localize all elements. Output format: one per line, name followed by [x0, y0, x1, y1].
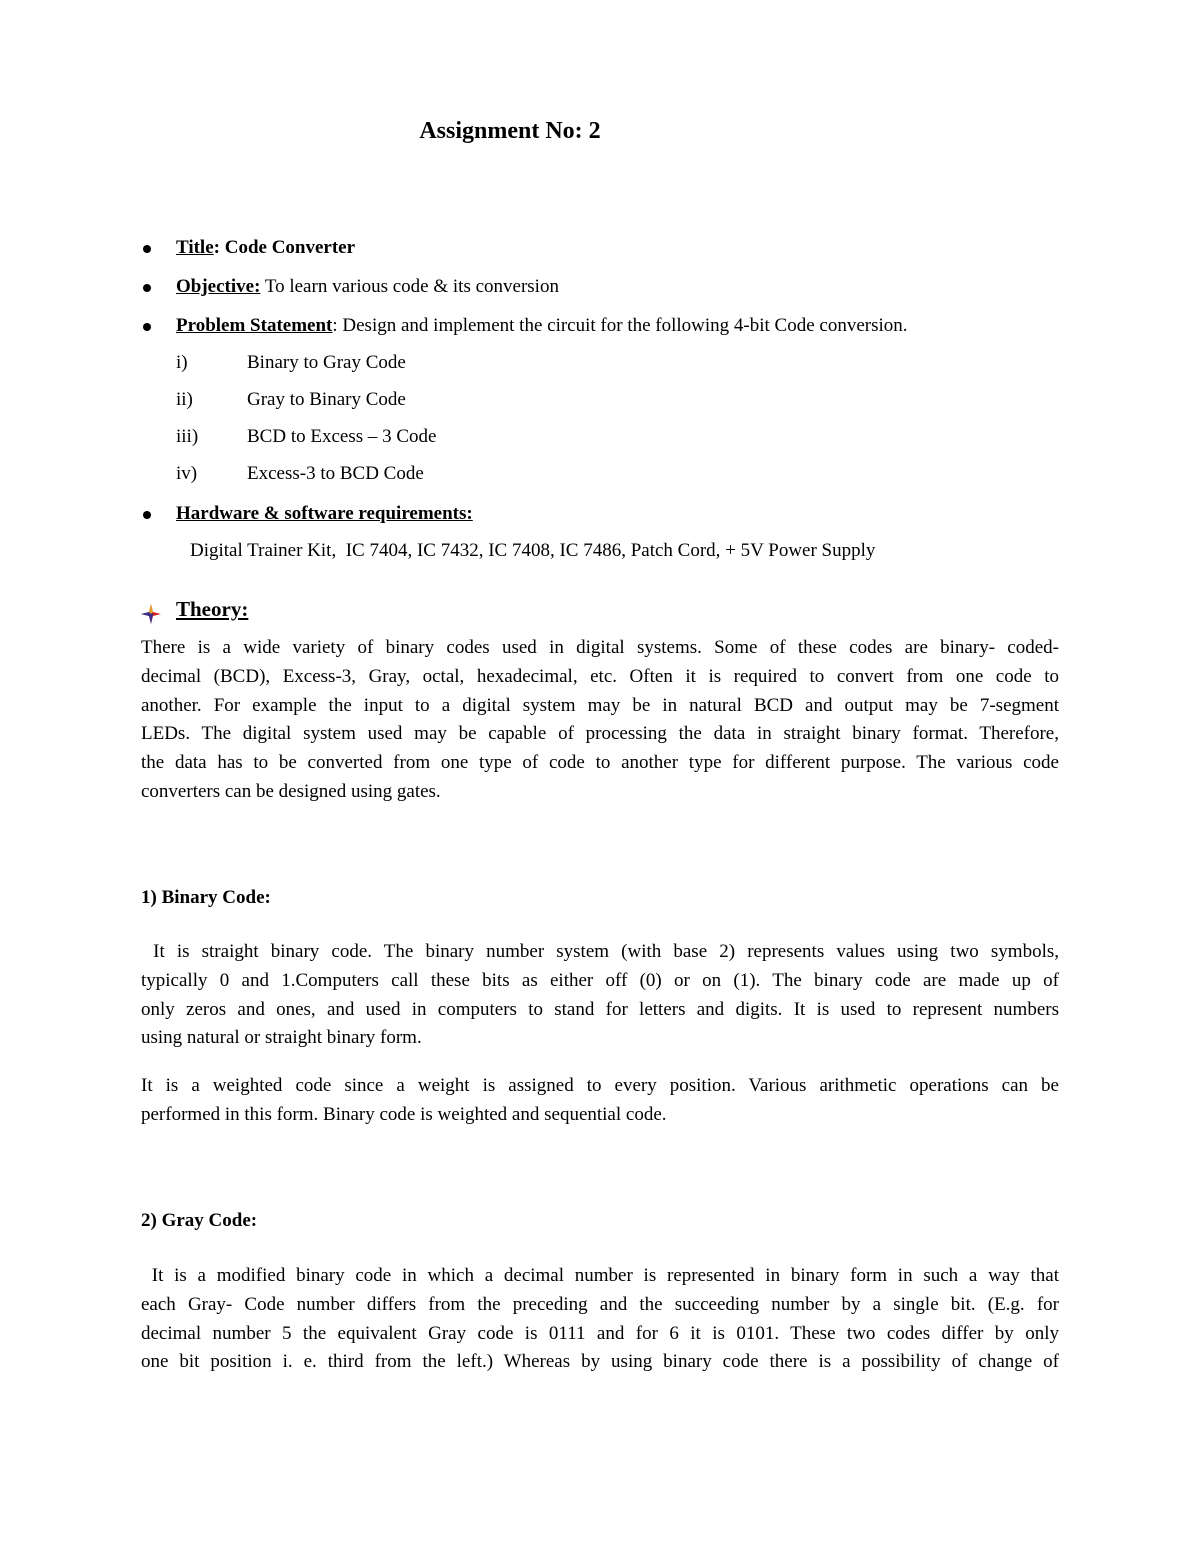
- problem-value: : Design and implement the circuit for the following 4-bit Code conversion.: [332, 315, 908, 336]
- four-point-star-icon: [140, 603, 162, 625]
- bullet-title-text: [176, 237, 355, 259]
- title-label: Title: [176, 237, 214, 258]
- text-line: typically 0 and 1.Computers call these bits as either off (0) or on (1). The binary code are made up of: [141, 969, 1059, 991]
- theory-heading: Theory:: [176, 597, 249, 621]
- text-line: It is straight binary code. The binary number system (with base 2) represents values using two symbols,: [141, 941, 1059, 962]
- text-line: the data has to be converted from one type of code to another type for different purpose. The various code: [141, 752, 1059, 774]
- bullet-problem-text: [176, 315, 908, 337]
- text-line: only zeros and ones, and used in computers to stand for letters and digits. It is used to represent numbers: [141, 998, 1059, 1020]
- title-sep: :: [213, 237, 225, 258]
- text-line: It is a modified binary code in which a decimal number is represented in binary form in such a way that: [141, 1265, 1059, 1286]
- title-value: Code Converter: [224, 237, 356, 258]
- text-line: decimal (BCD), Excess-3, Gray, octal, hexadecimal, etc. Often it is required to convert from one code to: [141, 665, 1059, 687]
- hardware-value: Digital Trainer Kit, IC 7404, IC 7432, IC 7408, IC 7486, Patch Cord, + 5V Power Supply: [190, 540, 876, 561]
- binary-paragraph-1: [141, 938, 1059, 1053]
- objective-label: Objective:: [176, 276, 261, 297]
- gray-paragraph-1: [141, 1262, 1059, 1377]
- gray-heading: 2) Gray Code:: [141, 1210, 258, 1231]
- bullet-dot: [143, 284, 151, 292]
- text-line: using natural or straight binary form.: [141, 1027, 422, 1049]
- problem-label: Problem Statement: [176, 315, 333, 336]
- hardware-label: Hardware & software requirements:: [176, 503, 473, 524]
- bullet-objective-text: [176, 276, 559, 298]
- page-title: Assignment No: 2: [419, 118, 601, 144]
- conversion-text: BCD to Excess – 3 Code: [247, 426, 437, 447]
- conversion-text: Excess-3 to BCD Code: [247, 463, 424, 484]
- bullet-dot: [143, 323, 151, 331]
- text-line: converters can be designed using gates.: [141, 780, 441, 802]
- text-line: There is a wide variety of binary codes used in digital systems. Some of these codes are binary- coded-: [141, 637, 1059, 658]
- text-line: each Gray- Code number differs from the preceding and the succeeding number by a single bit. (E.g. for: [141, 1293, 1059, 1315]
- conversion-num: ii): [176, 389, 193, 410]
- theory-paragraph: [141, 634, 1059, 807]
- conversion-text: Gray to Binary Code: [247, 389, 406, 410]
- text-line: LEDs. The digital system used may be capable of processing the data in straight binary format. Therefore,: [141, 723, 1059, 745]
- text-line: decimal number 5 the equivalent Gray code is 0111 and for 6 it is 0101. These two codes differ by only: [141, 1322, 1059, 1344]
- text-line: It is a weighted code since a weight is assigned to every position. Various arithmetic operations can be: [141, 1075, 1059, 1096]
- text-line: another. For example the input to a digital system may be in natural BCD and output may be 7-segment: [141, 694, 1059, 716]
- conversion-text: Binary to Gray Code: [247, 352, 406, 373]
- bullet-dot: [143, 511, 151, 519]
- text-line: one bit position i. e. third from the left.) Whereas by using binary code there is a possibility of change of: [141, 1351, 1059, 1373]
- binary-paragraph-2: [141, 1072, 1059, 1130]
- bullet-dot: [143, 245, 151, 253]
- objective-value: To learn various code & its conversion: [260, 276, 559, 297]
- text-line: performed in this form. Binary code is weighted and sequential code.: [141, 1103, 667, 1125]
- conversion-num: iv): [176, 463, 198, 484]
- conversion-num: i): [176, 352, 188, 373]
- binary-heading: 1) Binary Code:: [141, 887, 271, 908]
- conversion-num: iii): [176, 426, 199, 447]
